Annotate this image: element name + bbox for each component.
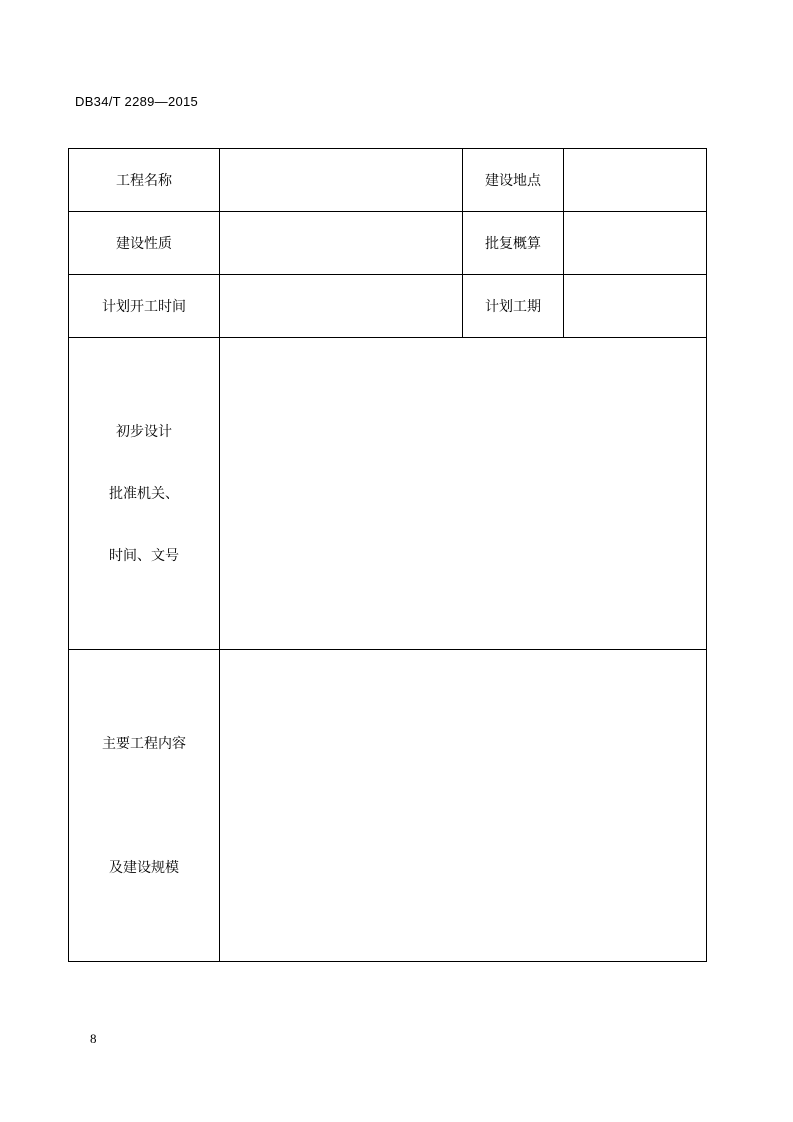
nature-label: 建设性质 [69,212,220,275]
planned-duration-label: 计划工期 [463,275,564,338]
planned-duration-field[interactable] [564,275,707,338]
main-content-label-line-2: 及建设规模 [109,859,179,876]
location-field[interactable] [564,149,707,212]
approved-budget-field[interactable] [564,212,707,275]
main-content-label-line-1: 主要工程内容 [102,735,186,752]
form-row-nature [69,212,707,275]
document-standard-code: DB34/T 2289—2015 [75,94,199,109]
page-number: 8 [90,1031,97,1046]
main-content-label-cell [69,650,220,962]
planned-start-field[interactable] [220,275,463,338]
location-label: 建设地点 [463,149,564,212]
nature-field[interactable] [220,212,463,275]
form-row-main-content [69,650,707,962]
planned-start-label: 计划开工时间 [69,275,220,338]
form-row-preliminary-design [69,338,707,650]
form-row-project-name [69,149,707,212]
preliminary-design-field[interactable] [220,338,707,650]
preliminary-design-label-cell [69,338,220,650]
project-name-label: 工程名称 [69,149,220,212]
main-content-label [69,682,219,930]
approved-budget-label: 批复概算 [463,212,564,275]
form-row-schedule [69,275,707,338]
preliminary-design-label [69,401,219,587]
preliminary-design-label-line-3: 时间、文号 [109,547,179,564]
main-content-field[interactable] [220,650,707,962]
project-name-field[interactable] [220,149,463,212]
project-info-form [68,148,707,962]
preliminary-design-label-line-1: 初步设计 [116,423,172,440]
preliminary-design-label-line-2: 批准机关、 [109,485,179,502]
